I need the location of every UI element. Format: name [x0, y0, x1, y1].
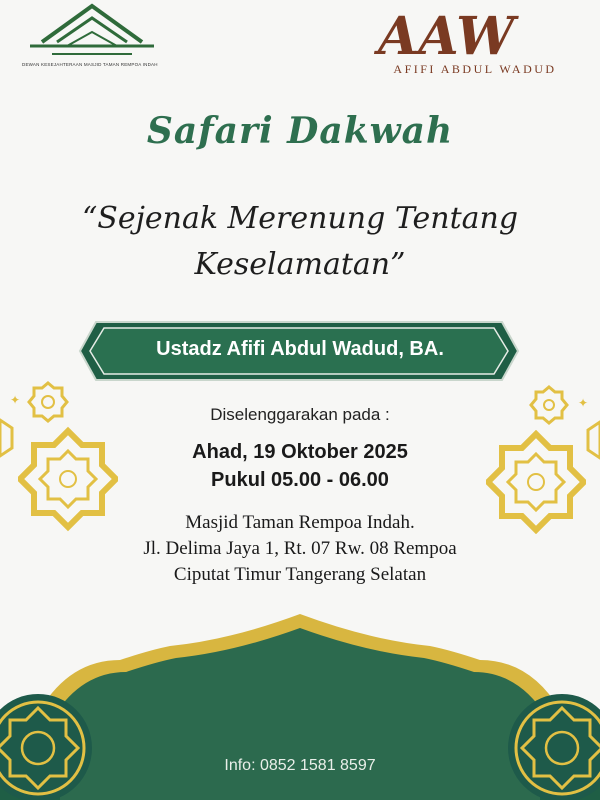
ornament-left-large [18, 424, 118, 534]
venue-name: Masjid Taman Rempoa Indah. [185, 512, 415, 533]
ornament-right-edge [582, 420, 600, 460]
brand-logo [374, 4, 570, 66]
venue-street: Jl. Delima Jaya 1, Rt. 07 Rw. 08 Rempoa [143, 538, 457, 559]
organizer-logo-caption: DEWAN KESEJAHTERAAN MASJID TAMAN REMPOA INDAH [22, 62, 158, 67]
event-title: Safari Dakwah [146, 110, 454, 152]
brand-logo-subtitle: AFIFI ABDUL WADUD [393, 62, 557, 76]
ornament-right-small [528, 384, 570, 426]
venue-area: Ciputat Timur Tangerang Selatan [173, 564, 427, 585]
brand-logo-letters: AAW [378, 6, 515, 66]
sparkle-icon: ✦ [10, 393, 21, 407]
event-theme-line1: “Sejenak Merenung Tentang [81, 201, 519, 236]
ornament-left-small [26, 380, 70, 424]
organized-label: Diselenggarakan pada : [210, 405, 390, 424]
speaker-name: Ustadz Afifi Abdul Wadud, BA. [156, 338, 444, 360]
ornament-left-edge [0, 418, 18, 458]
event-theme-line2: Keselamatan” [194, 247, 406, 282]
event-date: Ahad, 19 Oktober 2025 [192, 441, 408, 463]
event-time: Pukul 05.00 - 06.00 [211, 469, 389, 491]
event-theme [40, 196, 560, 288]
sparkle-icon: ✦ [578, 396, 589, 410]
contact-info: Info: 0852 1581 8597 [224, 757, 376, 774]
ornament-right-large [486, 430, 586, 534]
